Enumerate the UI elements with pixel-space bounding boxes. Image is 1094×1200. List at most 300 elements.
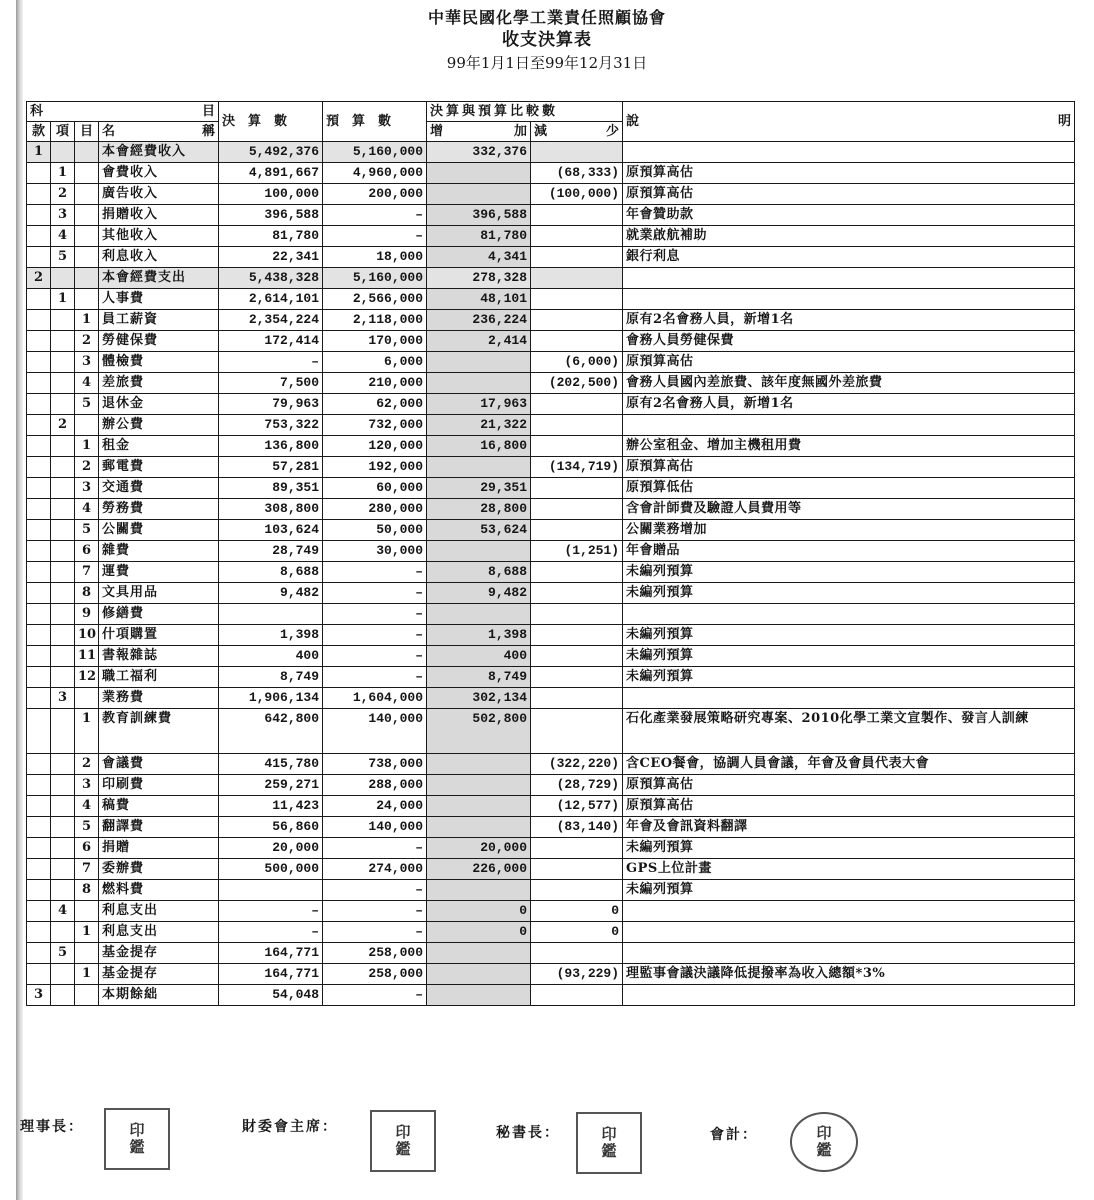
mu-cell: [75, 247, 99, 268]
actual-cell: 8,688: [219, 562, 323, 583]
table-row: [27, 943, 1075, 964]
note-cell: 理監事會議決議降低提撥率為收入總額*3%: [623, 964, 1075, 985]
increase-cell: 8,749: [427, 667, 531, 688]
item-name-cell: 本會經費支出: [99, 268, 219, 289]
xiang-cell: [51, 667, 75, 688]
mu-cell: 8: [75, 583, 99, 604]
mu-cell: 10: [75, 625, 99, 646]
xiang-cell: 1: [51, 289, 75, 310]
item-name-cell: 什項購置: [99, 625, 219, 646]
note-cell: 含CEO餐會，協調人員會議，年會及會員代表大會: [623, 754, 1075, 775]
xiang-cell: [51, 499, 75, 520]
note-cell: 原有2名會務人員，新增1名: [623, 310, 1075, 331]
budget-cell: 1,604,000: [323, 688, 427, 709]
increase-cell: [427, 604, 531, 625]
increase-cell: [427, 880, 531, 901]
table-row: [27, 625, 1075, 646]
actual-cell: 2,614,101: [219, 289, 323, 310]
actual-cell: 164,771: [219, 943, 323, 964]
note-cell: 未編列預算: [623, 625, 1075, 646]
decrease-cell: [531, 583, 623, 604]
signature-block: [20, 1108, 1080, 1198]
table-row: [27, 205, 1075, 226]
mu-cell: 3: [75, 478, 99, 499]
budget-cell: –: [323, 838, 427, 859]
note-cell: 原預算高估: [623, 163, 1075, 184]
decrease-cell: [531, 880, 623, 901]
actual-cell: 28,749: [219, 541, 323, 562]
decrease-cell: [531, 520, 623, 541]
actual-cell: 4,891,667: [219, 163, 323, 184]
note-cell: [623, 604, 1075, 625]
item-name-cell: 退休金: [99, 394, 219, 415]
xiang-cell: [51, 646, 75, 667]
mu-cell: [75, 184, 99, 205]
kuan-cell: [27, 499, 51, 520]
actual-cell: 9,482: [219, 583, 323, 604]
kuan-cell: [27, 415, 51, 436]
budget-cell: 6,000: [323, 352, 427, 373]
budget-cell: 60,000: [323, 478, 427, 499]
decrease-cell: [531, 625, 623, 646]
mu-cell: 12: [75, 667, 99, 688]
mu-cell: 7: [75, 859, 99, 880]
budget-cell: –: [323, 205, 427, 226]
table-row: [27, 268, 1075, 289]
item-name-cell: 會費收入: [99, 163, 219, 184]
increase-cell: [427, 943, 531, 964]
kuan-cell: [27, 922, 51, 943]
increase-cell: 20,000: [427, 838, 531, 859]
mu-cell: 2: [75, 457, 99, 478]
xiang-cell: [51, 709, 75, 754]
decrease-cell: (100,000): [531, 184, 623, 205]
decrease-cell: [531, 310, 623, 331]
decrease-cell: [531, 226, 623, 247]
kuan-cell: [27, 541, 51, 562]
budget-cell: –: [323, 604, 427, 625]
actual-cell: 89,351: [219, 478, 323, 499]
note-cell: [623, 415, 1075, 436]
actual-cell: 54,048: [219, 985, 323, 1006]
budget-cell: 30,000: [323, 541, 427, 562]
note-cell: 會務人員國內差旅費、該年度無國外差旅費: [623, 373, 1075, 394]
table-row: [27, 646, 1075, 667]
table-body: [27, 142, 1075, 1006]
actual-cell: –: [219, 352, 323, 373]
mu-cell: 1: [75, 922, 99, 943]
increase-cell: 53,624: [427, 520, 531, 541]
mu-cell: 1: [75, 436, 99, 457]
kuan-cell: [27, 838, 51, 859]
budget-cell: 2,118,000: [323, 310, 427, 331]
kuan-cell: [27, 352, 51, 373]
decrease-header: 減 少: [531, 122, 623, 142]
table-row: [27, 901, 1075, 922]
table-row: [27, 667, 1075, 688]
note-cell: 未編列預算: [623, 646, 1075, 667]
actual-cell: 753,322: [219, 415, 323, 436]
budget-cell: 2,566,000: [323, 289, 427, 310]
kuan-cell: [27, 562, 51, 583]
increase-cell: 332,376: [427, 142, 531, 163]
table-row: [27, 541, 1075, 562]
mu-cell: [75, 943, 99, 964]
decrease-cell: [531, 859, 623, 880]
decrease-cell: [531, 562, 623, 583]
note-cell: [623, 922, 1075, 943]
mu-cell: 5: [75, 394, 99, 415]
mu-cell: [75, 268, 99, 289]
xiang-cell: 1: [51, 163, 75, 184]
note-cell: 公關業務增加: [623, 520, 1075, 541]
increase-cell: [427, 985, 531, 1006]
kuan-cell: [27, 205, 51, 226]
mu-cell: 1: [75, 964, 99, 985]
kuan-cell: 3: [27, 985, 51, 1006]
item-name-cell: 交通費: [99, 478, 219, 499]
table-row: [27, 226, 1075, 247]
increase-cell: 4,341: [427, 247, 531, 268]
xiang-cell: [51, 310, 75, 331]
budget-cell: –: [323, 583, 427, 604]
item-name-cell: 人事費: [99, 289, 219, 310]
actual-cell: 164,771: [219, 964, 323, 985]
actual-cell: 103,624: [219, 520, 323, 541]
item-name-cell: 辦公費: [99, 415, 219, 436]
item-name-cell: 職工福利: [99, 667, 219, 688]
header-row-1: [27, 102, 1075, 122]
decrease-cell: [531, 331, 623, 352]
table-row: [27, 436, 1075, 457]
org-name: 中華民國化學工業責任照顧協會: [427, 8, 666, 27]
xiang-cell: 5: [51, 247, 75, 268]
kuan-cell: [27, 373, 51, 394]
note-cell: 未編列預算: [623, 583, 1075, 604]
item-name-cell: 廣告收入: [99, 184, 219, 205]
decrease-cell: 0: [531, 901, 623, 922]
increase-cell: 9,482: [427, 583, 531, 604]
note-cell: GPS上位計畫: [623, 859, 1075, 880]
xiang-cell: [51, 562, 75, 583]
item-name-cell: 捐贈收入: [99, 205, 219, 226]
mu-cell: 5: [75, 520, 99, 541]
xiang-cell: [51, 604, 75, 625]
budget-cell: 140,000: [323, 709, 427, 754]
table-row: [27, 520, 1075, 541]
increase-cell: [427, 817, 531, 838]
mu-cell: 6: [75, 541, 99, 562]
mu-cell: 8: [75, 880, 99, 901]
budget-cell: 140,000: [323, 817, 427, 838]
decrease-cell: (322,220): [531, 754, 623, 775]
xiang-cell: [51, 964, 75, 985]
note-header: 說 明: [623, 102, 1075, 142]
budget-cell: 210,000: [323, 373, 427, 394]
item-name-cell: 利息收入: [99, 247, 219, 268]
kuan-cell: [27, 880, 51, 901]
table-row: [27, 817, 1075, 838]
increase-cell: [427, 373, 531, 394]
xiang-cell: 4: [51, 226, 75, 247]
kuan-cell: [27, 859, 51, 880]
actual-cell: 79,963: [219, 394, 323, 415]
note-cell: [623, 268, 1075, 289]
table-row: [27, 184, 1075, 205]
kuan-cell: [27, 583, 51, 604]
item-name-cell: 捐贈: [99, 838, 219, 859]
kuan-cell: [27, 457, 51, 478]
budget-header: 預 算 數: [323, 102, 427, 142]
item-name-cell: 書報雜誌: [99, 646, 219, 667]
item-name-cell: 差旅費: [99, 373, 219, 394]
mu-cell: 6: [75, 838, 99, 859]
item-name-cell: 印刷費: [99, 775, 219, 796]
note-cell: 原預算低估: [623, 478, 1075, 499]
mu-cell: 3: [75, 775, 99, 796]
item-name-cell: 基金提存: [99, 964, 219, 985]
table-row: [27, 457, 1075, 478]
budget-cell: 192,000: [323, 457, 427, 478]
table-row: [27, 499, 1075, 520]
item-name-cell: 教育訓練費: [99, 709, 219, 754]
document-header: [0, 6, 1094, 75]
budget-cell: 170,000: [323, 331, 427, 352]
finance-seal-icon: 印鑑: [370, 1110, 436, 1172]
xiang-cell: [51, 754, 75, 775]
note-cell: [623, 289, 1075, 310]
mu-cell: 4: [75, 499, 99, 520]
item-name-cell: 翻譯費: [99, 817, 219, 838]
increase-cell: [427, 184, 531, 205]
actual-cell: 259,271: [219, 775, 323, 796]
xiang-cell: [51, 394, 75, 415]
actual-cell: 172,414: [219, 331, 323, 352]
decrease-cell: (68,333): [531, 163, 623, 184]
item-name-cell: 本期餘絀: [99, 985, 219, 1006]
table-row: [27, 604, 1075, 625]
actual-cell: 22,341: [219, 247, 323, 268]
increase-cell: [427, 796, 531, 817]
increase-cell: 1,398: [427, 625, 531, 646]
kuan-cell: [27, 796, 51, 817]
actual-cell: 5,492,376: [219, 142, 323, 163]
budget-cell: 50,000: [323, 520, 427, 541]
mu-cell: [75, 289, 99, 310]
table-row: [27, 310, 1075, 331]
xiang-cell: 3: [51, 688, 75, 709]
decrease-cell: [531, 709, 623, 754]
note-cell: 原有2名會務人員，新增1名: [623, 394, 1075, 415]
actual-cell: 1,906,134: [219, 688, 323, 709]
table-row: [27, 922, 1075, 943]
decrease-cell: [531, 289, 623, 310]
note-cell: 會務人員勞健保費: [623, 331, 1075, 352]
decrease-cell: [531, 478, 623, 499]
item-name-cell: 委辦費: [99, 859, 219, 880]
actual-cell: 11,423: [219, 796, 323, 817]
table-row: [27, 775, 1075, 796]
xiang-cell: [51, 922, 75, 943]
item-name-cell: 雜費: [99, 541, 219, 562]
actual-cell: 7,500: [219, 373, 323, 394]
mu-cell: 4: [75, 373, 99, 394]
xiang-cell: 4: [51, 901, 75, 922]
xiang-cell: [51, 352, 75, 373]
budget-cell: –: [323, 646, 427, 667]
kuan-cell: [27, 184, 51, 205]
note-cell: 就業啟航補助: [623, 226, 1075, 247]
table-row: [27, 583, 1075, 604]
increase-cell: [427, 163, 531, 184]
budget-cell: 258,000: [323, 943, 427, 964]
table-row: [27, 709, 1075, 754]
item-name-cell: 利息支出: [99, 922, 219, 943]
item-name-cell: 修繕費: [99, 604, 219, 625]
decrease-cell: [531, 667, 623, 688]
kuan-cell: [27, 964, 51, 985]
decrease-cell: (6,000): [531, 352, 623, 373]
note-cell: [623, 901, 1075, 922]
table-row: [27, 352, 1075, 373]
note-cell: 原預算高估: [623, 184, 1075, 205]
budget-cell: 24,000: [323, 796, 427, 817]
increase-cell: 236,224: [427, 310, 531, 331]
mu-cell: [75, 985, 99, 1006]
increase-cell: 502,800: [427, 709, 531, 754]
budget-cell: –: [323, 901, 427, 922]
actual-cell: 642,800: [219, 709, 323, 754]
increase-cell: [427, 754, 531, 775]
item-name-cell: 其他收入: [99, 226, 219, 247]
decrease-cell: [531, 985, 623, 1006]
actual-cell: 136,800: [219, 436, 323, 457]
note-cell: 年會贊助款: [623, 205, 1075, 226]
page-scan-edge: [16, 0, 23, 1200]
item-name-cell: 郵電費: [99, 457, 219, 478]
note-cell: 未編列預算: [623, 667, 1075, 688]
increase-cell: 8,688: [427, 562, 531, 583]
mu-cell: [75, 226, 99, 247]
mu-cell: 9: [75, 604, 99, 625]
budget-cell: 258,000: [323, 964, 427, 985]
mu-cell: [75, 688, 99, 709]
finance-label: 財委會主席：: [242, 1119, 338, 1135]
name-header: 名 稱: [99, 122, 219, 142]
decrease-cell: [531, 436, 623, 457]
decrease-cell: (28,729): [531, 775, 623, 796]
decrease-cell: (202,500): [531, 373, 623, 394]
mu-cell: [75, 142, 99, 163]
increase-cell: 226,000: [427, 859, 531, 880]
increase-cell: [427, 541, 531, 562]
kuan-cell: [27, 775, 51, 796]
table-row: [27, 880, 1075, 901]
chairman-label: 理事長：: [20, 1119, 84, 1135]
decrease-cell: [531, 268, 623, 289]
kuan-cell: [27, 604, 51, 625]
kuan-cell: [27, 394, 51, 415]
kuan-cell: [27, 310, 51, 331]
decrease-cell: (12,577): [531, 796, 623, 817]
table-row: [27, 331, 1075, 352]
report-title: 收支決算表: [502, 30, 592, 50]
actual-cell: 400: [219, 646, 323, 667]
xiang-cell: [51, 859, 75, 880]
actual-cell: –: [219, 922, 323, 943]
decrease-cell: (93,229): [531, 964, 623, 985]
kuan-cell: 2: [27, 268, 51, 289]
kuan-cell: [27, 331, 51, 352]
item-name-cell: 業務費: [99, 688, 219, 709]
budget-cell: –: [323, 562, 427, 583]
actual-cell: 56,860: [219, 817, 323, 838]
table-row: [27, 688, 1075, 709]
xiang-cell: [51, 457, 75, 478]
actual-cell: 308,800: [219, 499, 323, 520]
xiang-cell: [51, 583, 75, 604]
xiang-cell: [51, 775, 75, 796]
increase-cell: [427, 352, 531, 373]
item-name-cell: 公關費: [99, 520, 219, 541]
actual-cell: 1,398: [219, 625, 323, 646]
table-row: [27, 394, 1075, 415]
mu-cell: 7: [75, 562, 99, 583]
budget-cell: 18,000: [323, 247, 427, 268]
increase-cell: 0: [427, 922, 531, 943]
actual-cell: –: [219, 901, 323, 922]
actual-cell: 5,438,328: [219, 268, 323, 289]
note-cell: 原預算高估: [623, 796, 1075, 817]
note-cell: 未編列預算: [623, 880, 1075, 901]
xiang-cell: [51, 796, 75, 817]
kuan-cell: [27, 247, 51, 268]
item-name-cell: 運費: [99, 562, 219, 583]
kuan-cell: [27, 646, 51, 667]
xiang-cell: [51, 625, 75, 646]
kuan-cell: [27, 688, 51, 709]
item-name-cell: 會議費: [99, 754, 219, 775]
actual-cell: 396,588: [219, 205, 323, 226]
table-row: [27, 796, 1075, 817]
budget-cell: 200,000: [323, 184, 427, 205]
mu-cell: [75, 415, 99, 436]
actual-cell: 100,000: [219, 184, 323, 205]
table-row: [27, 373, 1075, 394]
table-row: [27, 478, 1075, 499]
compare-header: 決算與預算比較數: [427, 102, 623, 122]
note-cell: 原預算高估: [623, 775, 1075, 796]
xiang-cell: [51, 436, 75, 457]
decrease-cell: [531, 247, 623, 268]
item-name-cell: 勞務費: [99, 499, 219, 520]
decrease-cell: [531, 394, 623, 415]
decrease-cell: [531, 499, 623, 520]
decrease-cell: (83,140): [531, 817, 623, 838]
xiang-cell: [51, 880, 75, 901]
kuan-cell: [27, 817, 51, 838]
mu-header: 目: [75, 122, 99, 142]
actual-header: 決 算 數: [219, 102, 323, 142]
increase-cell: 302,134: [427, 688, 531, 709]
xiang-cell: [51, 478, 75, 499]
item-name-cell: 租金: [99, 436, 219, 457]
actual-cell: 500,000: [219, 859, 323, 880]
note-cell: 未編列預算: [623, 838, 1075, 859]
table-row: [27, 985, 1075, 1006]
decrease-cell: [531, 205, 623, 226]
actual-cell: 57,281: [219, 457, 323, 478]
